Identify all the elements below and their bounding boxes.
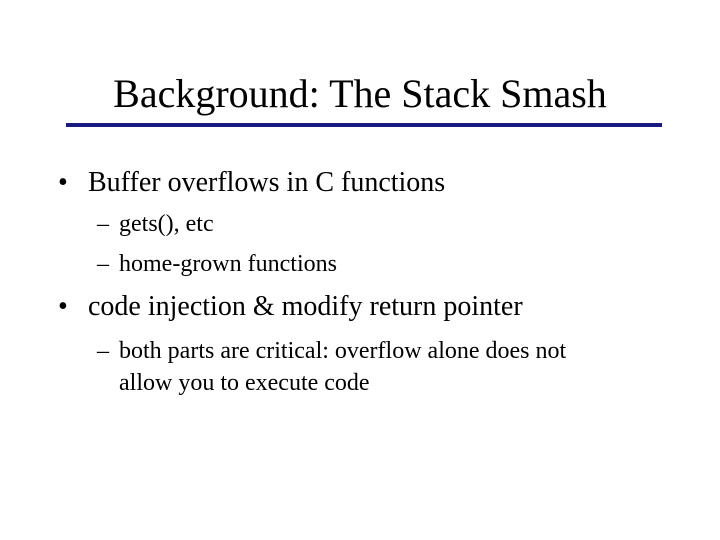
dash-marker: – xyxy=(97,251,109,277)
title-underline xyxy=(66,123,662,127)
bullet-marker: • xyxy=(58,291,68,322)
bullet-item xyxy=(58,290,523,324)
sub-item xyxy=(97,210,214,239)
sub-item-text: both parts are critical: overflow alone does not xyxy=(119,338,567,364)
dash-marker: – xyxy=(97,211,109,237)
bullet-text: Buffer overflows in C functions xyxy=(88,167,446,198)
sub-item-text: gets(), etc xyxy=(119,211,214,237)
bullet-marker: • xyxy=(58,167,68,198)
slide-title: Background: The Stack Smash xyxy=(113,71,607,116)
sub-item xyxy=(97,250,337,279)
dash-marker: – xyxy=(97,338,109,364)
sub-item xyxy=(97,337,566,366)
bullet-item xyxy=(58,166,445,200)
sub-item-text: home-grown functions xyxy=(119,251,337,277)
sub-item-continuation: allow you to execute code xyxy=(119,370,370,396)
bullet-text: code injection & modify return pointer xyxy=(88,291,523,322)
